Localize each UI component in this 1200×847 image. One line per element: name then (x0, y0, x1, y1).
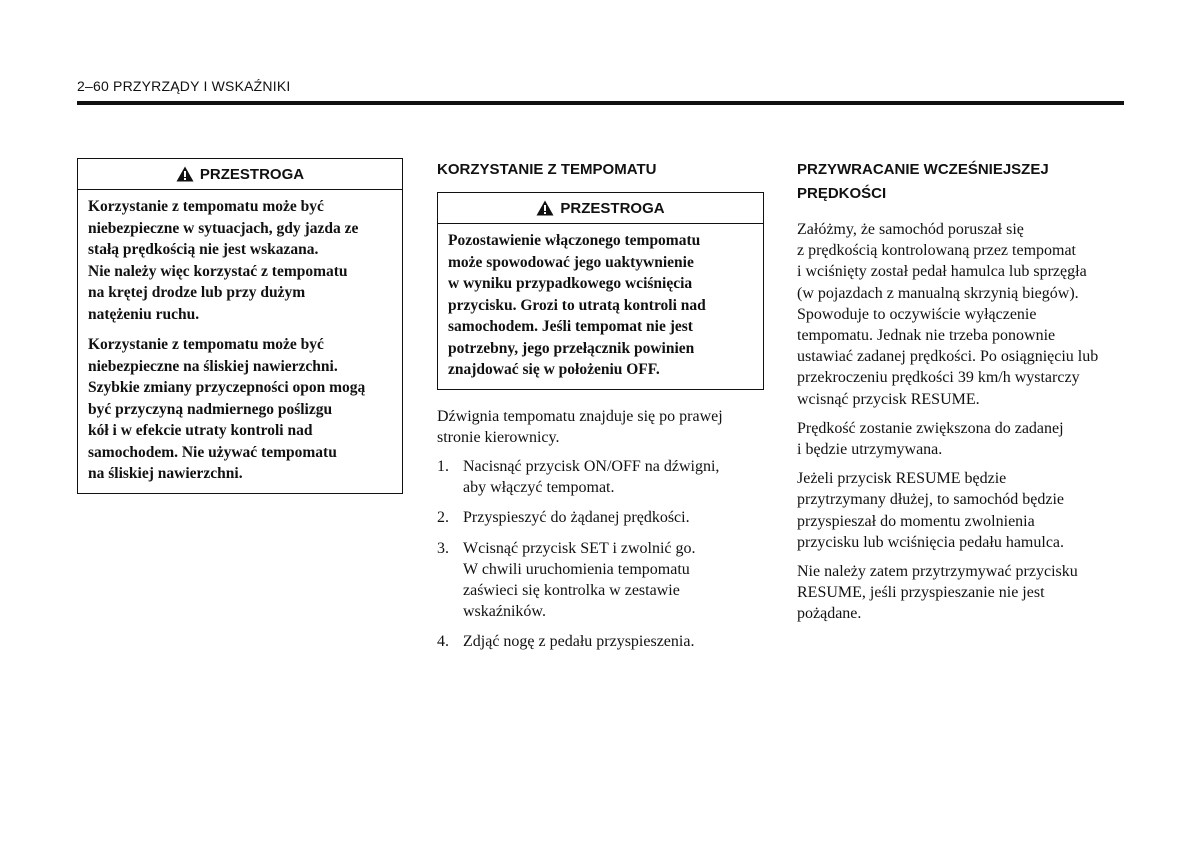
list-item (437, 507, 764, 528)
page-header: 2–60 PRZYRZĄDY I WSKAŹNIKI (77, 78, 291, 94)
step-number: 1. (437, 457, 449, 475)
steps-list (437, 456, 764, 653)
body-paragraph: Prędkość zostanie zwiększona do zadanej i będzie utrzymywana. (797, 419, 1064, 459)
caution-body (438, 224, 763, 389)
column-right (797, 158, 1124, 633)
list-item (437, 631, 764, 652)
step-text: Zdjąć nogę z pedału przyspieszenia. (463, 633, 695, 651)
step-text: Nacisnąć przycisk ON/OFF na dźwigni, aby włączyć tempomat. (463, 457, 720, 497)
caution-body (78, 190, 402, 493)
step-number: 2. (437, 509, 449, 527)
caution-paragraph: Pozostawienie włączonego tempomatu może spowodować jego uaktywnienie w wyniku przypadkowego wciśnięcia przycisku. Grozi to utratą kontroli nad samochodem. Jeśli tempomat nie jest potrzebny, jego przełącznik powinien znajdować się w położeniu OFF. (448, 232, 706, 378)
caution-header (438, 193, 763, 224)
warning-triangle-icon (176, 166, 194, 182)
intro-paragraph: Dźwignia tempomatu znajduje się po prawej stronie kierownicy. (437, 407, 723, 446)
body-paragraph: Nie należy zatem przytrzymywać przycisku RESUME, jeśli przyspieszanie nie jest pożądane. (797, 563, 1078, 623)
caution-box (437, 192, 764, 390)
body-paragraph: Jeżeli przycisk RESUME będzie przytrzymany dłużej, to samochód będzie przyspieszał do momentu zwolnienia przycisku lub wciśnięcia pedału hamulca. (797, 470, 1065, 551)
caution-paragraph: Korzystanie z tempomatu może być niebezpieczne na śliskiej nawierzchni. Szybkie zmiany przyczepności opon mogą być przyczyną nadmiernego poślizgu kół i w efekcie utraty kontroli nad samochodem. Nie używać tempomatu na śliskiej nawierzchni. (88, 336, 366, 482)
caution-header (78, 159, 402, 190)
step-text: Wcisnąć przycisk SET i zwolnić go. W chwili uruchomienia tempomatu zaświeci się kontrolka w zestawie wskaźników. (463, 539, 696, 621)
caution-title: PRZESTROGA (560, 199, 665, 217)
caution-box (77, 158, 403, 494)
step-number: 3. (437, 539, 449, 557)
step-text: Przyspieszyć do żądanej prędkości. (463, 509, 690, 527)
list-item (437, 538, 764, 623)
header-rule (77, 101, 1124, 105)
body-paragraph: Załóżmy, że samochód poruszał się z prędkością kontrolowaną przez tempomat i wciśnięty został pedał hamulca lub sprzęgła (w pojazdach z manualną skrzynią biegów). Spowoduje to oczywiście wyłączenie tempomatu. Jednak nie trzeba ponownie ustawiać zadanej prędkości. Po osiągnięciu lub przekroczeniu prędkości 39 km/h wystarczy wcisnąć przycisk RESUME. (797, 221, 1099, 408)
column-middle (437, 158, 764, 662)
section-heading: KORZYSTANIE Z TEMPOMATU (437, 161, 657, 178)
section-heading: PRZYWRACANIE WCZEŚNIEJSZEJ PRĘDKOŚCI (797, 161, 1049, 202)
caution-paragraph: Korzystanie z tempomatu może być niebezpieczne w sytuacjach, gdy jazda ze stałą prędkością nie jest wskazana. Nie należy więc korzystać z tempomatu na krętej drodze lub przy dużym natężeniu ruchu. (88, 198, 359, 323)
step-number: 4. (437, 633, 449, 651)
caution-title: PRZESTROGA (199, 165, 305, 183)
warning-triangle-icon (536, 200, 554, 216)
column-left (77, 158, 403, 494)
list-item (437, 456, 764, 498)
